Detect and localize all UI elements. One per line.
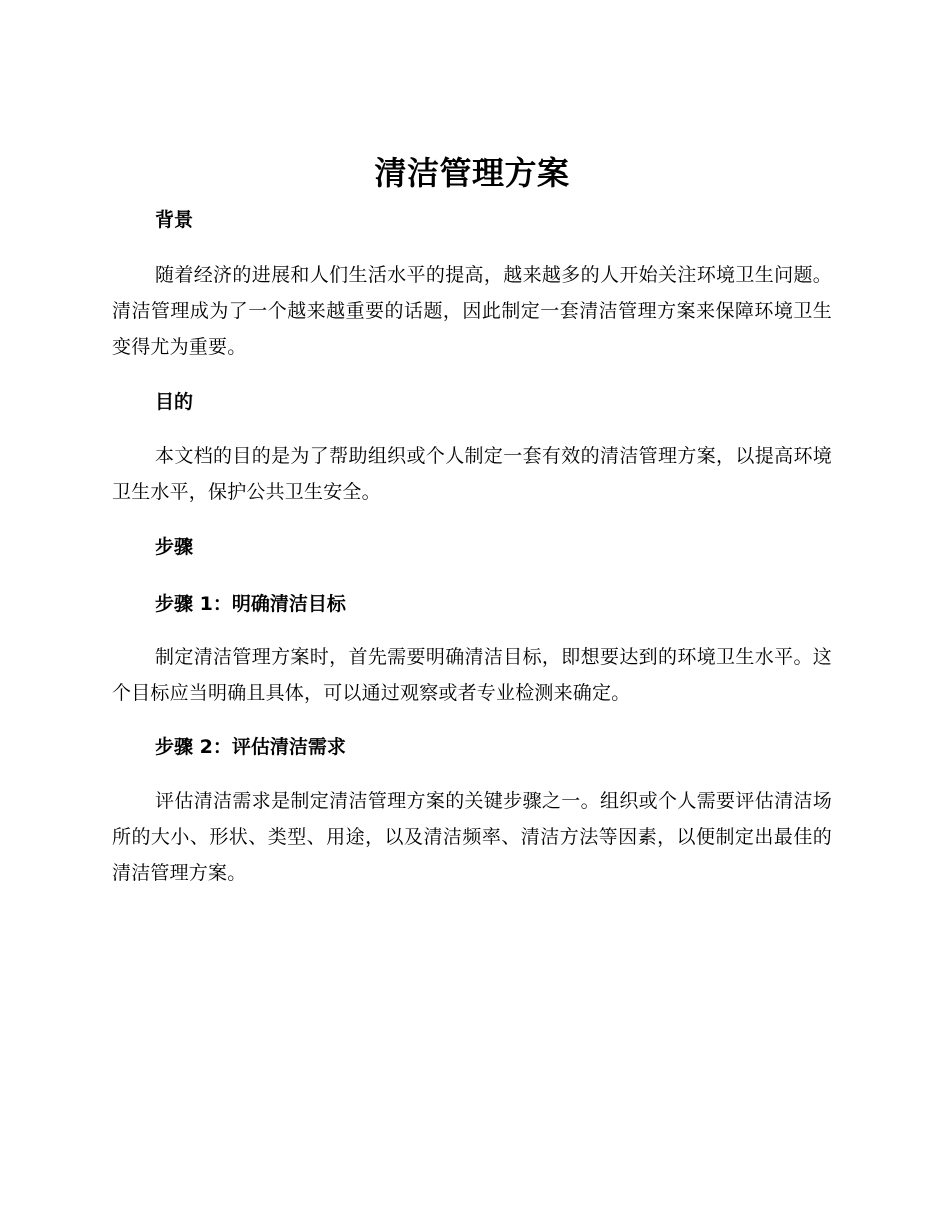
document-title: 清洁管理方案 — [374, 154, 570, 192]
subsection-heading-step-1: 步骤 1：明确清洁目标 — [155, 593, 346, 615]
section-heading-background: 背景 — [155, 209, 194, 231]
section-heading-purpose: 目的 — [155, 391, 194, 413]
paragraph-step-2: 评估清洁需求是制定清洁管理方案的关键步骤之一。组织或个人需要评估清洁场所的大小、形状、类型、用途，以及清洁频率、清洁方法等因素，以便制定出最佳的清洁管理方案。 — [112, 790, 832, 884]
section-heading-steps: 步骤 — [155, 536, 194, 558]
document-body — [112, 150, 832, 891]
paragraph-background: 随着经济的进展和人们生活水平的提高，越来越多的人开始关注环境卫生问题。清洁管理成为了一个越来越重要的话题，因此制定一套清洁管理方案来保障环境卫生变得尤为重要。 — [112, 264, 832, 358]
paragraph-step-1: 制定清洁管理方案时，首先需要明确清洁目标，即想要达到的环境卫生水平。这个目标应当明确且具体，可以通过观察或者专业检测来确定。 — [112, 646, 832, 704]
paragraph-purpose: 本文档的目的是为了帮助组织或个人制定一套有效的清洁管理方案，以提高环境卫生水平，保护公共卫生安全。 — [112, 445, 832, 503]
subsection-heading-step-2: 步骤 2：评估清洁需求 — [155, 736, 346, 758]
